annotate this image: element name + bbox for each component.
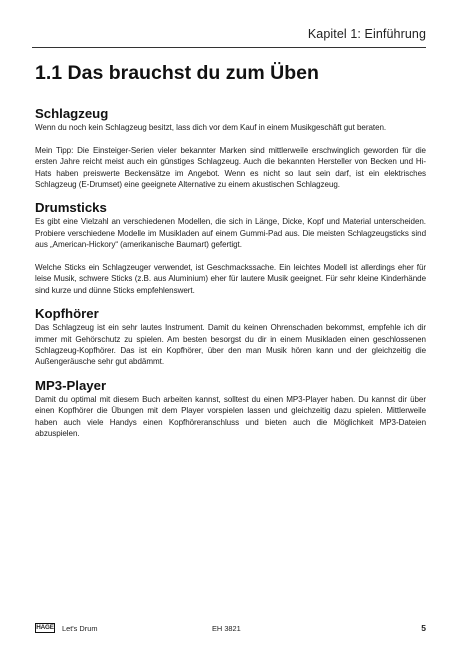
header-divider xyxy=(32,47,426,48)
paragraph: Wenn du noch kein Schlagzeug besitzt, lass dich vor dem Kauf in einem Musikgeschäft gut beraten. xyxy=(35,123,387,132)
paragraph: Damit du optimal mit diesem Buch arbeiten kannst, solltest du einen MP3-Player haben. Du kannst dir über einen Kopfhörer die Übungen mit dem Player vorspielen lassen und gleichzeitig dazu spielen. Mittlerweile haben auch viele Handys einen Kopfhöreranschluss und bieten auch die Möglichkeit MP3-Dateien abzuspielen. xyxy=(35,394,426,439)
page-footer xyxy=(35,624,426,636)
section-heading: MP3-Player xyxy=(35,377,107,393)
series-title: Let's Drum xyxy=(62,624,98,633)
publisher-logo: HAGE xyxy=(36,624,54,631)
catalog-code: EH 3821 xyxy=(212,624,241,633)
paragraph: Mein Tipp: Die Einsteiger-Serien vieler bekannter Marken sind mittlerweile erschwinglich geworden für die ersten Jahre reicht meist auch ein günstiges Schlagzeug. Auch die bekannten Hersteller von Becken und Hi-Hats haben preiswerte Beckensätze im Angebot. Wenn es nicht so laut sein darf, ist ein elektrisches Schlagzeug (E-Drumset) eine geeignete Alternative zu einem akustischen Schlagzeug. xyxy=(35,145,426,190)
section-drumsticks xyxy=(35,200,426,296)
chapter-title: 1.1 Das brauchst du zum Üben xyxy=(35,62,319,84)
section-heading: Schlagzeug xyxy=(35,106,109,121)
section-kopfhoerer xyxy=(35,306,426,368)
page-number: 5 xyxy=(421,623,426,633)
section-heading: Drumsticks xyxy=(35,200,107,216)
paragraph: Es gibt eine Vielzahl an verschiedenen Modellen, die sich in Länge, Dicke, Kopf und Material unterscheiden. Probiere verschiedene Modelle im Musikladen auf einem Gummi-Pad aus. Die meisten Schlagzeugsticks sind aus „American-Hickory“ (amerikanische Baumart) gefertigt. xyxy=(35,217,426,250)
running-header: Kapitel 1: Einführung xyxy=(307,27,426,41)
section-schlagzeug xyxy=(35,106,426,190)
paragraph: Welche Sticks ein Schlagzeuger verwendet, ist Geschmackssache. Ein leichtes Modell ist allerdings eher für leise Musik, schwere Sticks (z.B. aus Aluminium) eher für lautere Musik geeignet. Für sehr kleine Kinderhände sind kurze und dünne Sticks empfehlenswert. xyxy=(35,263,426,295)
section-heading: Kopfhörer xyxy=(35,306,99,322)
main-content xyxy=(35,106,426,440)
paragraph: Das Schlagzeug ist ein sehr lautes Instrument. Damit du keinen Ohrenschaden bekommst, empfehle ich dir immer mit Gehörschutz zu spielen. Am besten besorgst du dir in einem Musikladen einen geschlossenen Schlagzeug-Kopfhörer. Das ist ein Kopfhörer, über den man Musik hören kann und der gleichzeitig die Außengeräusche sehr gut abdämmt. xyxy=(35,323,426,367)
section-mp3-player xyxy=(35,378,426,440)
